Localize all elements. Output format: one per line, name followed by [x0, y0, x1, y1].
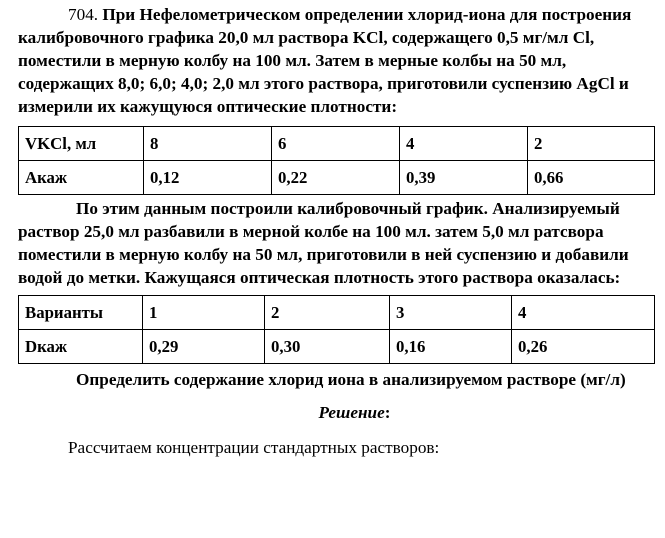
- table-cell: 0,39: [400, 161, 528, 195]
- table-cell: VKCl, мл: [19, 127, 144, 161]
- solution-heading-colon: :: [384, 403, 391, 422]
- table-cell: 0,12: [144, 161, 272, 195]
- table-row: [19, 296, 655, 330]
- solution-first-line: Рассчитаем концентрации стандартных растворов:: [68, 438, 440, 457]
- variants-table: [18, 295, 655, 364]
- table-cell: Акаж: [19, 161, 144, 195]
- table-cell: 0,29: [143, 330, 265, 364]
- table-cell: 0,16: [390, 330, 512, 364]
- table-cell: 1: [143, 296, 265, 330]
- table-cell: 0,66: [528, 161, 655, 195]
- problem-number: 704.: [68, 5, 99, 24]
- table-cell: 0,22: [272, 161, 400, 195]
- problem-text: При Нефелометрическом определении хлорид-иона для построения калибровочного графика 20,0 мл раствора KCl, содержащего 0,5 мг/мл Cl, поместили в мерную колбу на 100 мл. Затем в мерные колбы на 50 мл, содержащих 8,0; 6,0; 4,0; 2,0 мл этого раствора, приготовили суспензию AgCl и измерили их кажущуюся оптические плотности:: [18, 5, 632, 116]
- problem-statement: [18, 0, 651, 118]
- calibration-table: [18, 126, 655, 195]
- table-cell: 2: [265, 296, 390, 330]
- table-cell: 0,26: [512, 330, 655, 364]
- analysis-paragraph: По этим данным построили калибровочный график. Анализируемый раствор 25,0 мл разбавили в мерной колбе на 100 мл. затем 5,0 мл ратсвора поместили в мерную колбу на 50 мл, приготовили в ней суспензию и добавили водой до метки. Кажущаяся оптическая плотность этого раствора оказалась:: [18, 199, 629, 287]
- table-cell: 4: [400, 127, 528, 161]
- table-cell: 4: [512, 296, 655, 330]
- table-cell: 0,30: [265, 330, 390, 364]
- question-text: Определить содержание хлорид иона в анализируемом растворе (мг/л): [76, 370, 626, 389]
- table-row: [19, 330, 655, 364]
- solution-heading: [18, 401, 651, 424]
- table-cell: Dкаж: [19, 330, 143, 364]
- table-cell: Варианты: [19, 296, 143, 330]
- table-row: [19, 161, 655, 195]
- table-row: [19, 127, 655, 161]
- table-cell: 2: [528, 127, 655, 161]
- table-cell: 8: [144, 127, 272, 161]
- table-cell: 6: [272, 127, 400, 161]
- table-cell: 3: [390, 296, 512, 330]
- solution-heading-label: Решение: [318, 403, 385, 422]
